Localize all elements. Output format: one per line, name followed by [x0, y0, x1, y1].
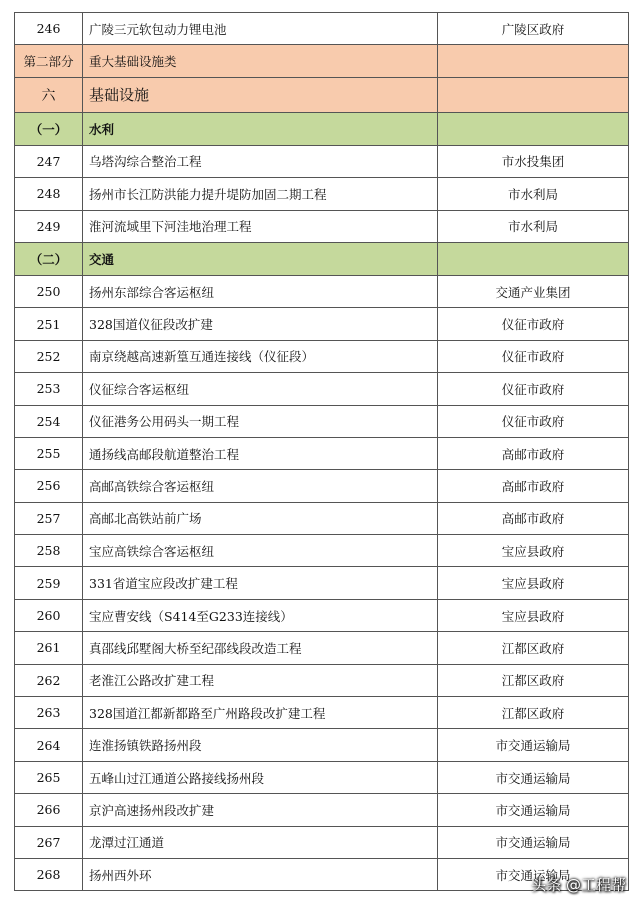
responsible-unit: [438, 45, 629, 77]
row-number: 261: [15, 632, 83, 664]
table-row: [15, 178, 629, 210]
responsible-unit: 高邮市政府: [438, 502, 629, 534]
responsible-unit: 市水利局: [438, 210, 629, 242]
responsible-unit: 仪征市政府: [438, 340, 629, 372]
row-number: 257: [15, 502, 83, 534]
responsible-unit: 高邮市政府: [438, 437, 629, 469]
project-name: 真邵线邱墅阁大桥至纪邵线段改造工程: [83, 632, 438, 664]
responsible-unit: 仪征市政府: [438, 405, 629, 437]
project-name: 扬州市长江防洪能力提升堤防加固二期工程: [83, 178, 438, 210]
table-row: [15, 794, 629, 826]
row-number: 247: [15, 145, 83, 177]
responsible-unit: 市交通运输局: [438, 761, 629, 793]
responsible-unit: 高邮市政府: [438, 470, 629, 502]
table-row: [15, 405, 629, 437]
project-name: 扬州东部综合客运枢纽: [83, 275, 438, 307]
table-row: [15, 664, 629, 696]
table-row: [15, 502, 629, 534]
row-number: 255: [15, 437, 83, 469]
row-number: 264: [15, 729, 83, 761]
responsible-unit: 江都区政府: [438, 632, 629, 664]
project-table-body: [15, 13, 629, 891]
row-number: （二）: [15, 242, 83, 275]
table-row: [15, 340, 629, 372]
table-row: [15, 761, 629, 793]
row-number: 262: [15, 664, 83, 696]
table-row: [15, 308, 629, 340]
table-row: [15, 145, 629, 177]
project-name: 通扬线高邮段航道整治工程: [83, 437, 438, 469]
sub-heading-row: [15, 112, 629, 145]
row-number: 266: [15, 794, 83, 826]
table-row: [15, 567, 629, 599]
sect-heading-row: [15, 77, 629, 112]
responsible-unit: 交通产业集团: [438, 275, 629, 307]
row-number: 260: [15, 599, 83, 631]
row-number: 252: [15, 340, 83, 372]
responsible-unit: 江都区政府: [438, 697, 629, 729]
row-number: 251: [15, 308, 83, 340]
row-number: 265: [15, 761, 83, 793]
row-number: 259: [15, 567, 83, 599]
table-row: [15, 826, 629, 858]
row-number: 248: [15, 178, 83, 210]
part-heading-row: [15, 45, 629, 77]
responsible-unit: 宝应县政府: [438, 567, 629, 599]
responsible-unit: 宝应县政府: [438, 535, 629, 567]
responsible-unit: 市水投集团: [438, 145, 629, 177]
project-name: 水利: [83, 112, 438, 145]
project-name: 广陵三元软包动力锂电池: [83, 13, 438, 45]
project-name: 京沪高速扬州段改扩建: [83, 794, 438, 826]
project-name: 宝应高铁综合客运枢纽: [83, 535, 438, 567]
responsible-unit: 市交通运输局: [438, 729, 629, 761]
table-row: [15, 437, 629, 469]
project-name: 连淮扬镇铁路扬州段: [83, 729, 438, 761]
row-number: 246: [15, 13, 83, 45]
responsible-unit: 市交通运输局: [438, 826, 629, 858]
project-name: 龙潭过江通道: [83, 826, 438, 858]
project-name: 基础设施: [83, 77, 438, 112]
row-number: 267: [15, 826, 83, 858]
row-number: 254: [15, 405, 83, 437]
row-number: 六: [15, 77, 83, 112]
row-number: 249: [15, 210, 83, 242]
table-row: [15, 275, 629, 307]
project-name: 交通: [83, 242, 438, 275]
project-name: 宝应曹安线（S414至G233连接线）: [83, 599, 438, 631]
responsible-unit: 市交通运输局: [438, 794, 629, 826]
project-name: 淮河流域里下河洼地治理工程: [83, 210, 438, 242]
project-name: 乌塔沟综合整治工程: [83, 145, 438, 177]
sub-heading-row: [15, 242, 629, 275]
table-row: [15, 697, 629, 729]
responsible-unit: [438, 242, 629, 275]
table-row: [15, 599, 629, 631]
project-name: 328国道江都新都路至广州路段改扩建工程: [83, 697, 438, 729]
table-row: [15, 470, 629, 502]
project-name: 老淮江公路改扩建工程: [83, 664, 438, 696]
project-name: 扬州西外环: [83, 858, 438, 890]
responsible-unit: [438, 77, 629, 112]
row-number: 256: [15, 470, 83, 502]
project-name: 南京绕越高速新篁互通连接线（仪征段）: [83, 340, 438, 372]
table-row: [15, 13, 629, 45]
project-table: [14, 12, 629, 891]
row-number: （一）: [15, 112, 83, 145]
responsible-unit: 江都区政府: [438, 664, 629, 696]
responsible-unit: 市水利局: [438, 178, 629, 210]
project-name: 高邮北高铁站前广场: [83, 502, 438, 534]
project-name: 331省道宝应段改扩建工程: [83, 567, 438, 599]
row-number: 263: [15, 697, 83, 729]
project-name: 328国道仪征段改扩建: [83, 308, 438, 340]
responsible-unit: 市交通运输局: [438, 858, 629, 890]
row-number: 268: [15, 858, 83, 890]
row-number: 250: [15, 275, 83, 307]
project-name: 重大基础设施类: [83, 45, 438, 77]
table-row: [15, 729, 629, 761]
table-row: [15, 210, 629, 242]
responsible-unit: 仪征市政府: [438, 373, 629, 405]
project-name: 高邮高铁综合客运枢纽: [83, 470, 438, 502]
row-number: 258: [15, 535, 83, 567]
table-row: [15, 373, 629, 405]
table-row: [15, 632, 629, 664]
project-name: 仪征港务公用码头一期工程: [83, 405, 438, 437]
responsible-unit: [438, 112, 629, 145]
responsible-unit: 仪征市政府: [438, 308, 629, 340]
watermark: 头条 @工程帮: [531, 876, 626, 894]
project-name: 仪征综合客运枢纽: [83, 373, 438, 405]
responsible-unit: 宝应县政府: [438, 599, 629, 631]
row-number: 253: [15, 373, 83, 405]
row-number: 第二部分: [15, 45, 83, 77]
responsible-unit: 广陵区政府: [438, 13, 629, 45]
table-row: [15, 535, 629, 567]
project-name: 五峰山过江通道公路接线扬州段: [83, 761, 438, 793]
